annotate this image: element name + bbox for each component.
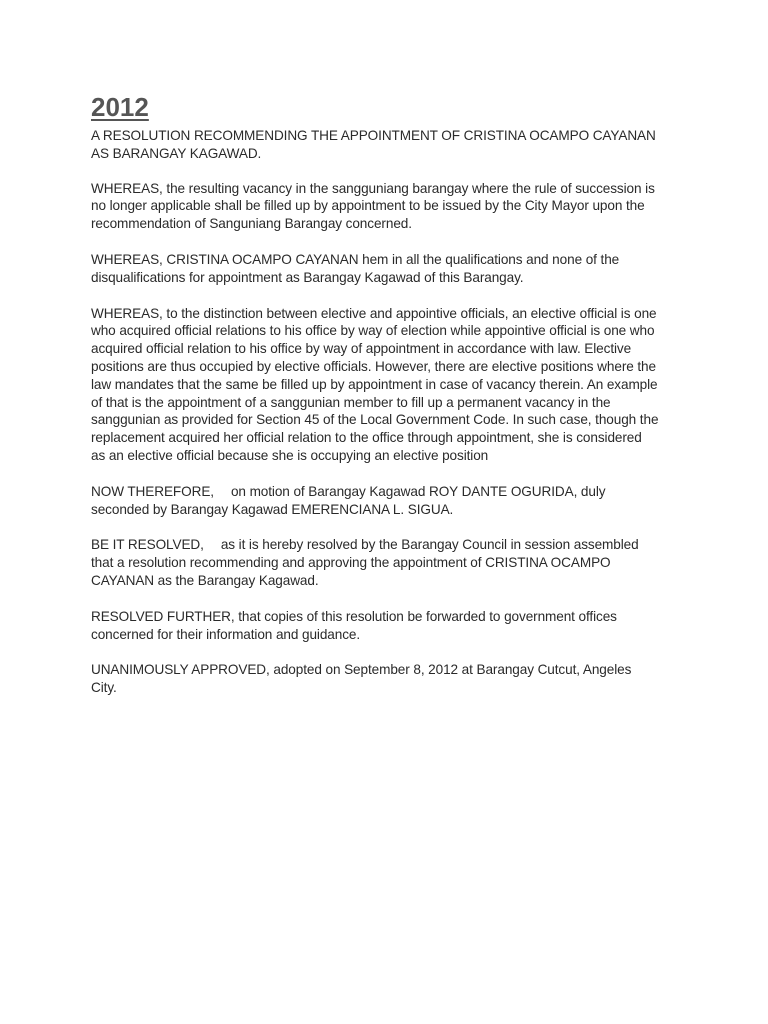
text-line: WHEREAS, the resulting vacancy in the sangguniang barangay where the rule of succession is: [91, 180, 655, 196]
be-it-resolved-lead: BE IT RESOLVED,: [91, 537, 204, 553]
text-line: as an elective official because she is occupying an elective position: [91, 447, 489, 463]
text-line: acquired official relation to his office by way of appointment in accordance with law. Elective: [91, 341, 632, 357]
whereas-paragraph-3: [91, 305, 691, 465]
text-line: UNANIMOUSLY APPROVED, adopted on September 8, 2012 at Barangay Cutcut, Angeles: [91, 662, 632, 678]
text-line: City.: [91, 680, 117, 696]
text-line: A RESOLUTION RECOMMENDING THE APPOINTMENT OF CRISTINA OCAMPO CAYANAN: [91, 128, 656, 143]
now-therefore-text: on motion of Barangay Kagawad ROY DANTE OGURIDA, duly: [230, 483, 606, 499]
whereas-paragraph-2: [91, 251, 691, 287]
text-line: WHEREAS, to the distinction between elective and appointive officials, an elective official is one: [91, 305, 657, 321]
text-line: seconded by Barangay Kagawad EMERENCIANA L. SIGUA.: [91, 501, 454, 517]
resolved-further-paragraph: [91, 608, 691, 644]
text-line: that a resolution recommending and approving the appointment of CRISTINA OCAMPO: [91, 555, 611, 571]
text-line: disqualifications for appointment as Barangay Kagawad of this Barangay.: [91, 269, 524, 285]
text-line: CAYANAN as the Barangay Kagawad.: [91, 572, 319, 588]
text-line: RESOLVED FURTHER, that copies of this resolution be forwarded to government offices: [91, 608, 617, 624]
text-line: positions are thus occupied by elective officials. However, there are elective positions where the: [91, 358, 656, 374]
unanimously-approved-paragraph: [91, 661, 691, 697]
document-page: [91, 92, 691, 715]
text-line: AS BARANGAY KAGAWAD.: [91, 145, 262, 161]
text-line: WHEREAS, CRISTINA OCAMPO CAYANAN hem in all the qualifications and none of the: [91, 251, 620, 267]
text-line: [91, 483, 691, 501]
text-line: law mandates that the same be filled up by appointment in case of vacancy therein. An example: [91, 376, 658, 392]
text-line: sanggunian as provided for Section 45 of the Local Government Code. In such case, though the: [91, 412, 659, 428]
whereas-paragraph-1: [91, 180, 691, 233]
resolution-title: [91, 127, 691, 163]
text-line: replacement acquired her official relation to the office through appointment, she is considered: [91, 430, 642, 446]
text-line: of that is the appointment of a sanggunian member to fill up a permanent vacancy in the: [91, 394, 611, 410]
now-therefore-paragraph: [91, 483, 691, 519]
text-line: no longer applicable shall be filled up by appointment to be issued by the City Mayor upon the: [91, 198, 645, 214]
be-it-resolved-text: as it is hereby resolved by the Barangay Council in session assembled: [220, 537, 639, 553]
document-year-heading: 2012: [91, 92, 149, 122]
text-line: recommendation of Sanguniang Barangay concerned.: [91, 216, 412, 232]
now-therefore-lead: NOW THEREFORE,: [91, 483, 214, 499]
text-line: concerned for their information and guidance.: [91, 626, 361, 642]
text-line: who acquired official relations to his office by way of election while appointive official is one who: [91, 323, 655, 339]
text-line: [91, 536, 691, 554]
be-it-resolved-paragraph: [91, 536, 691, 589]
